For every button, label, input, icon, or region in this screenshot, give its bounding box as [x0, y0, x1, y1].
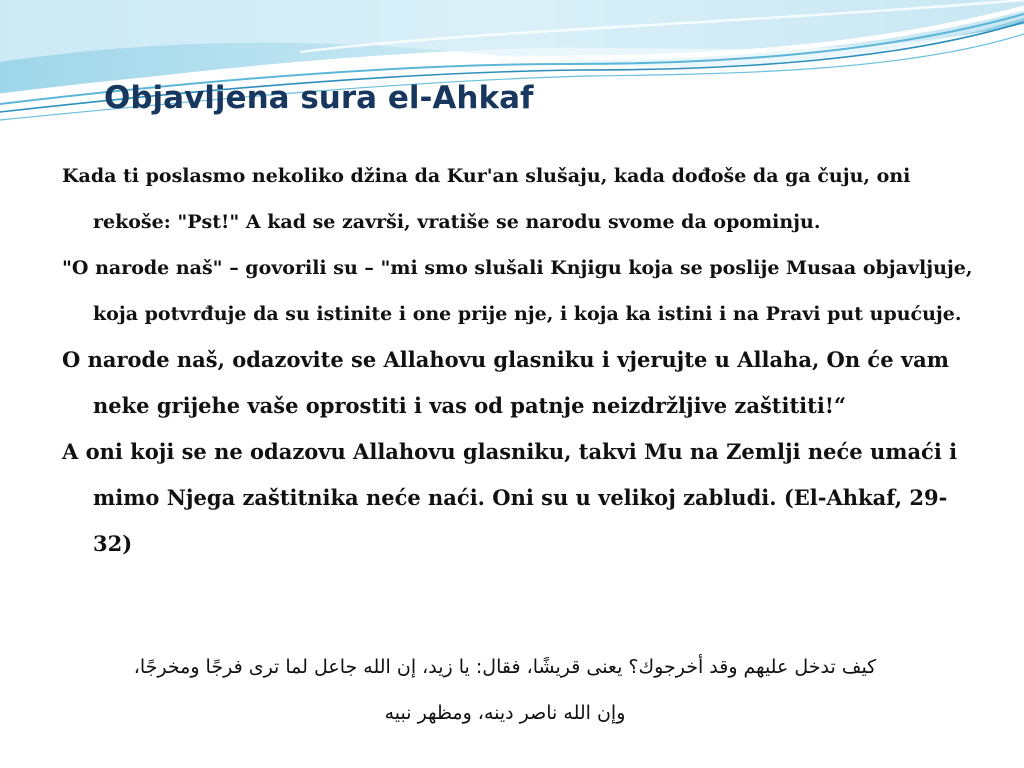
- verse-paragraph: O narode naš, odazovite se Allahovu glasniku i vjerujte u Allaha, On će vam neke grijehe vaše oprostiti i vas od patnje neizdržljive zaštititi!“: [62, 347, 949, 418]
- verse-paragraph: A oni koji se ne odazovu Allahovu glasniku, takvi Mu na Zemlji neće umaći i mimo Njega zaštitnika neće naći. Oni su u velikoj zabludi. (El-Ahkaf, 29-32): [62, 439, 958, 556]
- arabic-quote: [60, 644, 950, 736]
- arabic-line: كيف تدخل عليهم وقد أخرجوك؟ يعنى قريشًا، فقال: يا زيد، إن الله جاعل لما ترى فرجًا ومخرجًا،: [133, 656, 877, 678]
- verse-paragraph: "O narode naš" – govorili su – "mi smo slušali Knjigu koja se poslije Musaa objavljuje, koja potvrđuje da su istinite i one prije nje, i koja ka istini i na Pravi put upućuje.: [62, 257, 973, 325]
- verse-paragraph: Kada ti poslasmo nekoliko džina da Kur'an slušaju, kada dođoše da ga čuju, oni rekoše: "Pst!" A kad se završi, vratiše se narodu svome da opominju.: [62, 165, 911, 233]
- slide-body: [62, 153, 982, 567]
- slide-title: Objavljena sura el-Ahkaf: [104, 80, 534, 116]
- arabic-line: وإن الله ناصر دينه، ومظهر نبيه: [384, 702, 626, 724]
